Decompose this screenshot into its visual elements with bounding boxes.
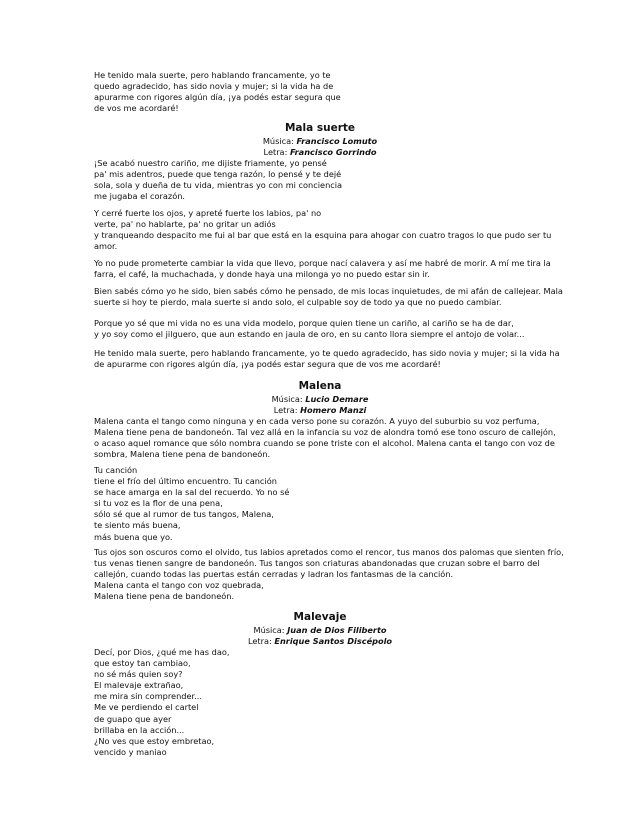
song-title: Mala suerte xyxy=(284,122,356,134)
text-line: quedo agradecido, has sido novia y mujer; si la vida ha de xyxy=(94,81,334,92)
text-line: si tu voz es la flor de una pena, xyxy=(94,498,223,509)
text-line: farra, el café, la muchachada, y donde haya una milonga yo no puedo estar sin ir. xyxy=(94,269,430,280)
text-line: Bien sabés cómo yo he sido, bien sabés cómo he pensado, de mis locas inquietudes, de mi afán de callejear. Mala xyxy=(94,286,563,296)
lyric-paragraph xyxy=(94,348,560,370)
text-line: vencido y maniao xyxy=(94,746,167,757)
text-line: brillaba en la acción... xyxy=(94,724,185,735)
text-line: de guapo que ayer xyxy=(94,713,172,724)
text-line: ¿No ves que estoy embretao, xyxy=(94,735,215,746)
text-line: ¡Se acabó nuestro cariño, me dijiste friamente, yo pensé xyxy=(94,158,327,168)
text-line: Malena canta el tango con voz quebrada, xyxy=(94,580,264,591)
lyric-paragraph xyxy=(94,286,563,308)
lyric-paragraph xyxy=(94,547,564,602)
text-line: sola, sola y dueña de tu vida, mientras yo con mi conciencia xyxy=(94,180,343,191)
text-line: de apurarme con rigores algún día, ¡ya podés estar segura que de vos me acordaré! xyxy=(94,359,441,370)
text-line: Porque yo sé que mi vida no es una vida modelo, porque quien tiene un cariño, al cariño se ha de dar, xyxy=(94,318,514,328)
composer-name: Lucio Demare xyxy=(305,394,369,404)
text-line: amor. xyxy=(94,241,118,252)
lyrics-credit xyxy=(94,147,546,158)
text-line: te siento más buena, xyxy=(94,520,181,531)
text-line: sombra, Malena tiene pena de bandoneón. xyxy=(94,449,271,460)
song-title: Malena xyxy=(298,380,342,392)
text-line: me mira sin comprender... xyxy=(94,691,202,702)
text-line: tiene el frío del último encuentro. Tu canción xyxy=(94,476,277,487)
text-line: El malevaje extrañao, xyxy=(94,680,184,691)
credit-label: Música: xyxy=(271,394,303,404)
lyrics-credit xyxy=(94,636,546,647)
song-title: Malevaje xyxy=(293,611,347,623)
credit-label: Letra: xyxy=(263,147,288,157)
text-line: Me ve perdiendo el cartel xyxy=(94,702,199,713)
text-line: o acaso aquel romance que sólo nombra cuando se pone triste con el alcohol. Malena canta el tango con voz de xyxy=(94,438,555,449)
text-line: y yo soy como el jilguero, que aun estando en jaula de oro, en su canto llora siempre el antojo de volar... xyxy=(94,329,525,340)
lyric-paragraph xyxy=(94,416,556,460)
intro-stanza xyxy=(94,70,344,114)
text-line: verte, pa' no hablarte, pa' no gritar un adiós xyxy=(94,219,276,230)
composer-name: Francisco Lomuto xyxy=(296,136,378,146)
text-line: se hace amarga en la sal del recuerdo. Yo no sé xyxy=(94,487,290,498)
text-line: Malena canta el tango como ninguna y en cada verso pone su corazón. A yuyo del suburbio su voz perfuma, xyxy=(94,416,540,426)
text-line: He tenido mala suerte, pero hablando francamente, yo te xyxy=(94,70,331,80)
lyrics-credit xyxy=(94,405,546,416)
composer-name: Juan de Dios Filiberto xyxy=(287,625,387,635)
text-line: no sé más quien soy? xyxy=(94,669,183,680)
credit-label: Música: xyxy=(262,136,294,146)
text-line: suerte si hoy te pierdo, mala suerte si ando solo, el culpable soy de todo ya que no puedo cambiar. xyxy=(94,297,502,308)
text-line: Malena tiene pena de bandoneón. xyxy=(94,591,235,602)
text-line: y tranqueando despacito me fui al bar que está en la esquina para ahogar con cuatro tragos lo que pudo ser tu xyxy=(94,230,552,241)
lyric-paragraph xyxy=(94,647,344,758)
text-line: Tus ojos son oscuros como el olvido, tus labios apretados como el rencor, tus manos dos palomas que sienten frío, xyxy=(94,547,564,557)
text-line: que estoy tan cambiao, xyxy=(94,658,191,669)
lyric-paragraph xyxy=(94,318,546,340)
text-line: Yo no pude prometerte cambiar la vida que llevo, porque nací calavera y así me habré de morir. A mí me tira la xyxy=(94,258,551,268)
music-credit xyxy=(94,136,546,147)
text-line: He tenido mala suerte, pero hablando francamente, yo te quedo agradecido, has sido novia y mujer; si la vida ha xyxy=(94,348,560,358)
text-line: de vos me acordaré! xyxy=(94,103,179,114)
text-line: apurarme con rigores algún día, ¡ya podés estar segura que xyxy=(94,92,341,103)
text-line: Decí, por Dios, ¿qué me has dao, xyxy=(94,647,230,657)
lyric-paragraph xyxy=(94,258,551,280)
music-credit xyxy=(94,394,546,405)
lyric-paragraph xyxy=(94,208,552,252)
lyricist-name: Homero Manzi xyxy=(300,405,367,415)
lyric-paragraph xyxy=(94,465,546,543)
lyricist-name: Enrique Santos Discépolo xyxy=(274,636,393,646)
text-line: Tu canción xyxy=(94,465,138,475)
text-line: pa' mis adentros, puede que tenga razón, lo pensé y te dejé xyxy=(94,169,342,180)
credit-label: Música: xyxy=(253,625,285,635)
text-line: callejón, cuando todas las puertas están cerradas y ladran los fantasmas de la canción. xyxy=(94,569,454,580)
music-credit xyxy=(94,625,546,636)
lyric-paragraph xyxy=(94,158,546,202)
text-line: tus venas tienen sangre de bandoneón. Tus tangos son criaturas abandonadas que cruzan sobre el barro del xyxy=(94,558,540,569)
text-line: me jugaba el corazón. xyxy=(94,191,186,202)
credit-label: Letra: xyxy=(247,636,272,646)
text-line: Y cerré fuerte los ojos, y apreté fuerte los labios, pa' no xyxy=(94,208,322,218)
text-line: más buena que yo. xyxy=(94,531,173,542)
text-line: Malena tiene pena de bandoneón. Tal vez allá en la infancia su voz de alondra tomó ese tono oscuro de callejón, xyxy=(94,427,556,438)
text-line: sólo sé que al rumor de tus tangos, Malena, xyxy=(94,509,274,520)
lyricist-name: Francisco Gorrindo xyxy=(289,147,377,157)
credit-label: Letra: xyxy=(273,405,298,415)
